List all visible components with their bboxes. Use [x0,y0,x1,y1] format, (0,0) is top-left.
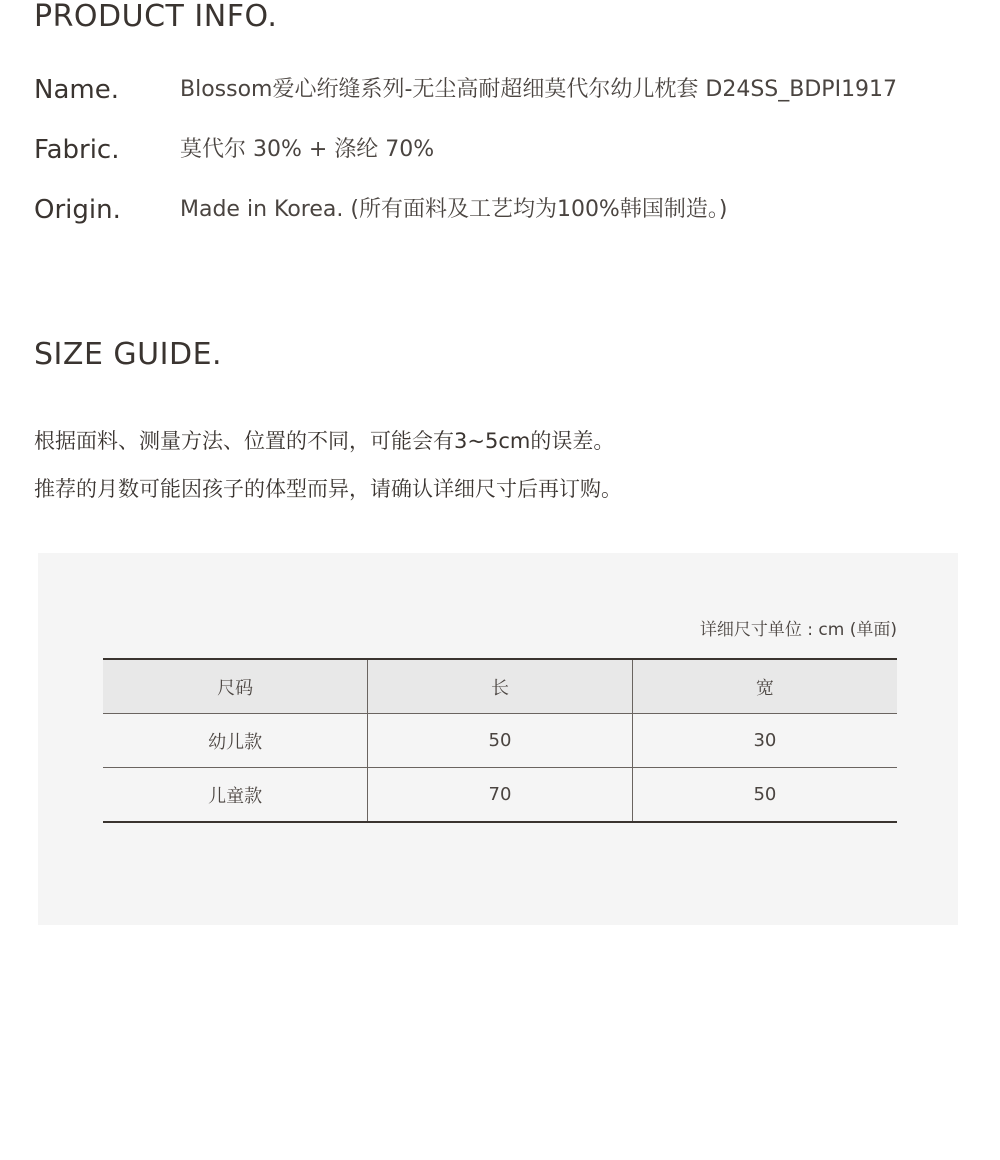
cell-size: 幼儿款 [103,714,368,768]
table-header-row [103,659,897,714]
size-note-recommendation: 推荐的月数可能因孩子的体型而异，请确认详细尺寸后再订购。 [34,477,622,501]
header-width: 宽 [632,659,897,714]
unit-note: 详细尺寸单位 : cm (单面) [699,620,897,640]
header-length: 长 [368,659,633,714]
name-label: Name. [34,75,119,105]
fabric-label: Fabric. [34,135,120,165]
info-row-origin [34,192,974,232]
size-table-panel [38,553,958,925]
size-guide-notes [34,417,622,513]
size-guide-title: SIZE GUIDE. [34,337,223,372]
cell-width: 30 [632,714,897,768]
cell-length: 70 [368,768,633,823]
cell-width: 50 [632,768,897,823]
fabric-value: 莫代尔 30% + 涤纶 70% [180,137,435,162]
product-info-title: PRODUCT INFO. [34,0,278,34]
table-row [103,714,897,768]
cell-length: 50 [368,714,633,768]
origin-label: Origin. [34,195,121,225]
info-row-fabric [34,132,974,172]
table-row [103,768,897,823]
size-table [103,658,897,823]
name-value: Blossom爱心绗缝系列-无尘高耐超细莫代尔幼儿枕套 D24SS_BDPI1917 [180,77,898,102]
header-size: 尺码 [103,659,368,714]
info-row-name [34,72,974,112]
cell-size: 儿童款 [103,768,368,823]
size-note-measurement: 根据面料、测量方法、位置的不同，可能会有3~5cm的误差。 [34,429,615,453]
origin-value: Made in Korea. (所有面料及工艺均为100%韩国制造。) [180,197,728,222]
